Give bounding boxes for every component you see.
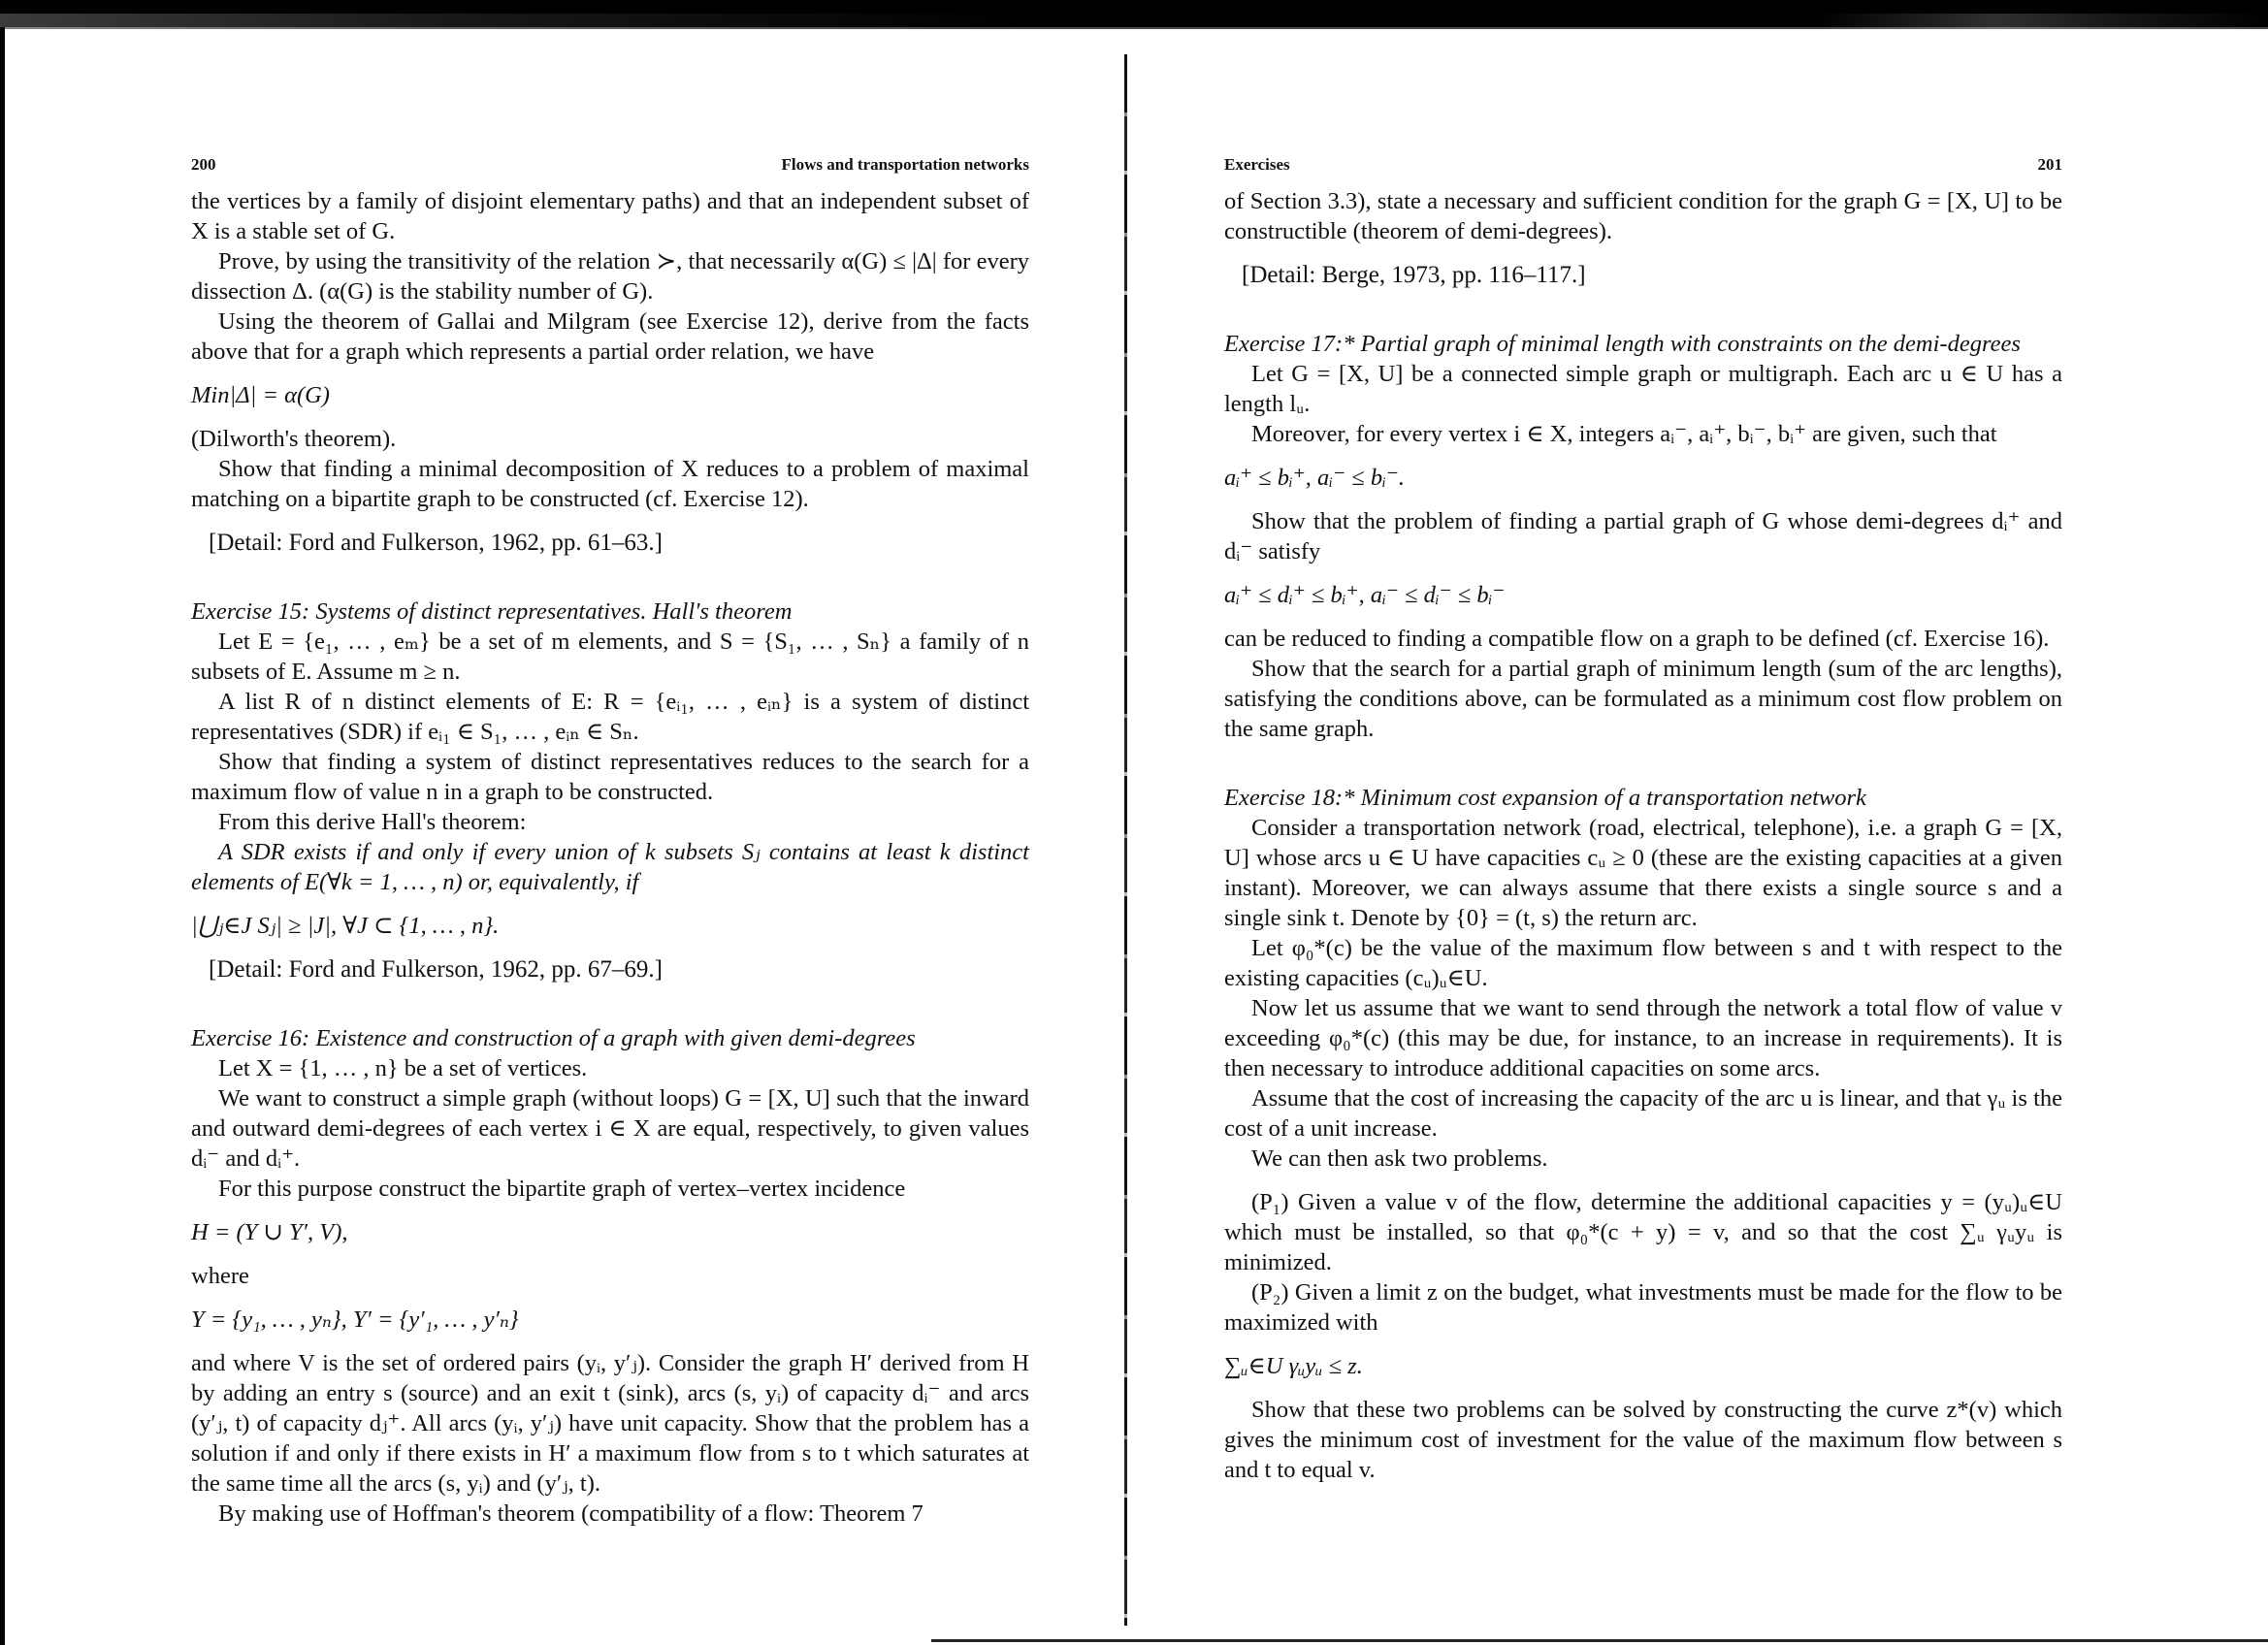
book-spine xyxy=(1124,54,1127,1626)
right-page xyxy=(1224,155,2062,1485)
paragraph: Show that finding a system of distinct representatives reduces to the search for a maximum flow of value n in a graph to be constructed. xyxy=(191,749,1029,805)
paragraph: Show that the search for a partial graph of minimum length (sum of the arc lengths), satisfying the conditions above, can be formulated as a minimum cost flow problem on the same graph. xyxy=(1224,656,2062,742)
exercise-heading: Exercise 17:* Partial graph of minimal length with constraints on the demi-degrees xyxy=(1224,331,2021,357)
paragraph: Let E = {e₁, … , eₘ} be a set of m elements, and S = {S₁, … , Sₙ} a family of n subsets of E. Assume m ≥ n. xyxy=(191,629,1029,685)
left-running-head xyxy=(191,155,1029,175)
spacer xyxy=(1224,1174,2062,1187)
paragraph: Now let us assume that we want to send through the network a total flow of value v exceeding φ₀*(c) (this may be due, for instance, to an increase in requirements). It is then necessary to introduce additional capacities on some arcs. xyxy=(1224,995,2062,1081)
paragraph: Let φ₀*(c) be the value of the maximum flow between s and t with respect to the existing capacities (cᵤ)ᵤ∈U. xyxy=(1224,935,2062,991)
equation: Min|Δ| = α(G) xyxy=(191,382,330,408)
paragraph: For this purpose construct the bipartite graph of vertex–vertex incidence xyxy=(218,1176,906,1202)
detail-reference: [Detail: Ford and Fulkerson, 1962, pp. 61–63.] xyxy=(209,530,664,556)
exercise-heading: Exercise 16: Existence and construction of a graph with given demi-degrees xyxy=(191,1025,916,1051)
left-page xyxy=(191,155,1029,1529)
paragraph: From this derive Hall's theorem: xyxy=(218,809,527,835)
paragraph: and where V is the set of ordered pairs (yᵢ, y′ⱼ). Consider the graph H′ derived from H by adding an entry s (source) and an exit t (sink), arcs (s, yᵢ) of capacity dᵢ⁻ and arcs (y′ⱼ, t) of capacity dⱼ⁺. All arcs (yᵢ, y′ⱼ) have unit capacity. Show that the problem has a solution if and only if there exists in H′ a maximum flow from s to t which saturates at the same time all the arcs (s, yᵢ) and (y′ⱼ, t). xyxy=(191,1350,1029,1497)
paragraph: Using the theorem of Gallai and Milgram (see Exercise 12), derive from the facts above that for a graph which represents a partial order relation, we have xyxy=(191,308,1029,365)
right-running-head xyxy=(1224,155,2062,175)
paragraph: (Dilworth's theorem). xyxy=(191,426,397,452)
page-number: 200 xyxy=(191,155,216,174)
equation: H = (Y ∪ Y′, V), xyxy=(191,1219,348,1245)
paragraph: Show that these two problems can be solved by constructing the curve z*(v) which gives the minimum cost of investment for the value of the maximum flow between s and t to equal v. xyxy=(1224,1397,2062,1483)
equation: Y = {y₁, … , yₙ}, Y′ = {y′₁, … , y′ₙ} xyxy=(191,1306,519,1333)
paragraph: A list R of n distinct elements of E: R = {eᵢ₁, … , eᵢₙ} is a system of distinct representatives (SDR) if eᵢ₁ ∈ S₁, … , eᵢₙ ∈ Sₙ. xyxy=(191,689,1029,745)
paragraph: Let X = {1, … , n} be a set of vertices. xyxy=(218,1055,588,1081)
paragraph: Consider a transportation network (road, electrical, telephone), i.e. a graph G = [X, U] whose arcs u ∈ U have capacities cᵤ ≥ 0 (these are the existing capacities at a given instant). Moreover, we can always assume that there exists a single source s and a single sink t. Denote by {0} = (t, s) the return arc. xyxy=(1224,815,2062,931)
paragraph: We want to construct a simple graph (without loops) G = [X, U] such that the inward and outward demi-degrees of each vertex i ∈ X are equal, respectively, to given values dᵢ⁻ and dᵢ⁺. xyxy=(191,1085,1029,1172)
paragraph: Assume that the cost of increasing the capacity of the arc u is linear, and that γᵤ is the cost of a unit increase. xyxy=(1224,1085,2062,1142)
equation: |⋃ⱼ∈J Sⱼ| ≥ |J|, ∀J ⊂ {1, … , n}. xyxy=(191,913,500,939)
scan-bottom-border xyxy=(931,1639,2268,1642)
paragraph: Let G = [X, U] be a connected simple graph or multigraph. Each arc u ∈ U has a length lᵤ. xyxy=(1224,361,2062,417)
section-title: Exercises xyxy=(1224,155,1290,174)
paragraph: can be reduced to finding a compatible flow on a graph to be defined (cf. Exercise 16). xyxy=(1224,626,2050,652)
paragraph: Show that the problem of finding a partial graph of G whose demi-degrees dᵢ⁺ and dᵢ⁻ satisfy xyxy=(1224,508,2062,564)
problem-p2: (P₂) Given a limit z on the budget, what investments must be made for the flow to be maximized with xyxy=(1224,1279,2062,1336)
paragraph: of Section 3.3), state a necessary and sufficient condition for the graph G = [X, U] to be constructible (theorem of demi-degrees). xyxy=(1224,188,2062,244)
detail-reference: [Detail: Berge, 1973, pp. 116–117.] xyxy=(1242,262,1586,288)
page-number: 201 xyxy=(2037,155,2062,174)
chapter-title: Flows and transportation networks xyxy=(781,155,1029,174)
paragraph: Show that finding a minimal decomposition of X reduces to a problem of maximal matching on a bipartite graph to be constructed (cf. Exercise 12). xyxy=(191,456,1029,512)
problem-p1: (P₁) Given a value v of the flow, determine the additional capacities y = (yᵤ)ᵤ∈U which must be installed, so that φ₀*(c + y) = v, and so that the cost ∑ᵤ γᵤyᵤ is minimized. xyxy=(1224,1189,2062,1275)
paragraph: Moreover, for every vertex i ∈ X, integers aᵢ⁻, aᵢ⁺, bᵢ⁻, bᵢ⁺ are given, such that xyxy=(1251,421,1997,447)
exercise-heading: Exercise 18:* Minimum cost expansion of a transportation network xyxy=(1224,785,1866,811)
theorem-statement: A SDR exists if and only if every union of k subsets Sⱼ contains at least k distinct elements of E(∀k = 1, … , n) or, equivalently, if xyxy=(191,839,1029,895)
scan-noise xyxy=(0,14,2268,29)
equation: ∑ᵤ∈U γᵤyᵤ ≤ z. xyxy=(1224,1353,1363,1379)
paragraph: the vertices by a family of disjoint elementary paths) and that an independent subset of X is a stable set of G. xyxy=(191,188,1029,244)
paragraph: We can then ask two problems. xyxy=(1251,1145,1548,1172)
paragraph: Prove, by using the transitivity of the relation ≻, that necessarily α(G) ≤ |Δ| for every dissection Δ. (α(G) is the stability number of G). xyxy=(191,248,1029,305)
equation: aᵢ⁺ ≤ bᵢ⁺, aᵢ⁻ ≤ bᵢ⁻. xyxy=(1224,465,1405,491)
exercise-heading: Exercise 15: Systems of distinct representatives. Hall's theorem xyxy=(191,598,793,625)
scan-left-border xyxy=(0,27,5,1645)
equation: aᵢ⁺ ≤ dᵢ⁺ ≤ bᵢ⁺, aᵢ⁻ ≤ dᵢ⁻ ≤ bᵢ⁻ xyxy=(1224,582,1506,608)
detail-reference: [Detail: Ford and Fulkerson, 1962, pp. 67–69.] xyxy=(209,956,664,983)
paragraph: By making use of Hoffman's theorem (compatibility of a flow: Theorem 7 xyxy=(218,1500,923,1527)
paragraph: where xyxy=(191,1263,249,1289)
